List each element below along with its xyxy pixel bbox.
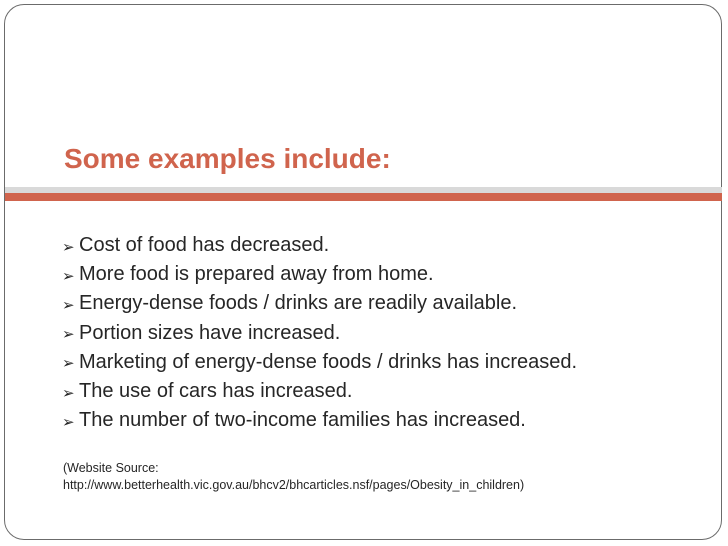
bullet-list [62,231,577,435]
list-item [62,231,577,260]
list-item [62,406,577,435]
slide-title: Some examples include: [64,143,391,174]
source-citation [63,460,524,494]
bullet-text: Portion sizes have increased. [79,321,341,344]
bullet-text: The use of cars has increased. [79,380,353,403]
arrow-bullet-icon: ➢ [62,238,75,256]
source-url: http://www.betterhealth.vic.gov.au/bhcv2/bhcarticles.nsf/pages/Obesity_in_children) [63,478,525,492]
bullet-text: The number of two-income families has increased. [79,409,526,432]
bullet-text: More food is prepared away from home. [79,263,434,286]
list-item [62,348,577,377]
arrow-bullet-icon: ➢ [62,384,75,402]
bullet-text: Energy-dense foods / drinks are readily available. [79,292,518,315]
list-item [62,260,577,289]
arrow-bullet-icon: ➢ [62,355,75,373]
title-divider-accent [5,193,722,201]
list-item [62,319,577,348]
arrow-bullet-icon: ➢ [62,326,75,344]
arrow-bullet-icon: ➢ [62,413,75,431]
bullet-text: Marketing of energy-dense foods / drinks has increased. [79,350,578,373]
arrow-bullet-icon: ➢ [62,296,75,314]
bullet-text: Cost of food has decreased. [79,234,330,257]
list-item [62,377,577,406]
arrow-bullet-icon: ➢ [62,267,75,285]
list-item [62,289,577,318]
source-label: (Website Source: [63,461,159,475]
